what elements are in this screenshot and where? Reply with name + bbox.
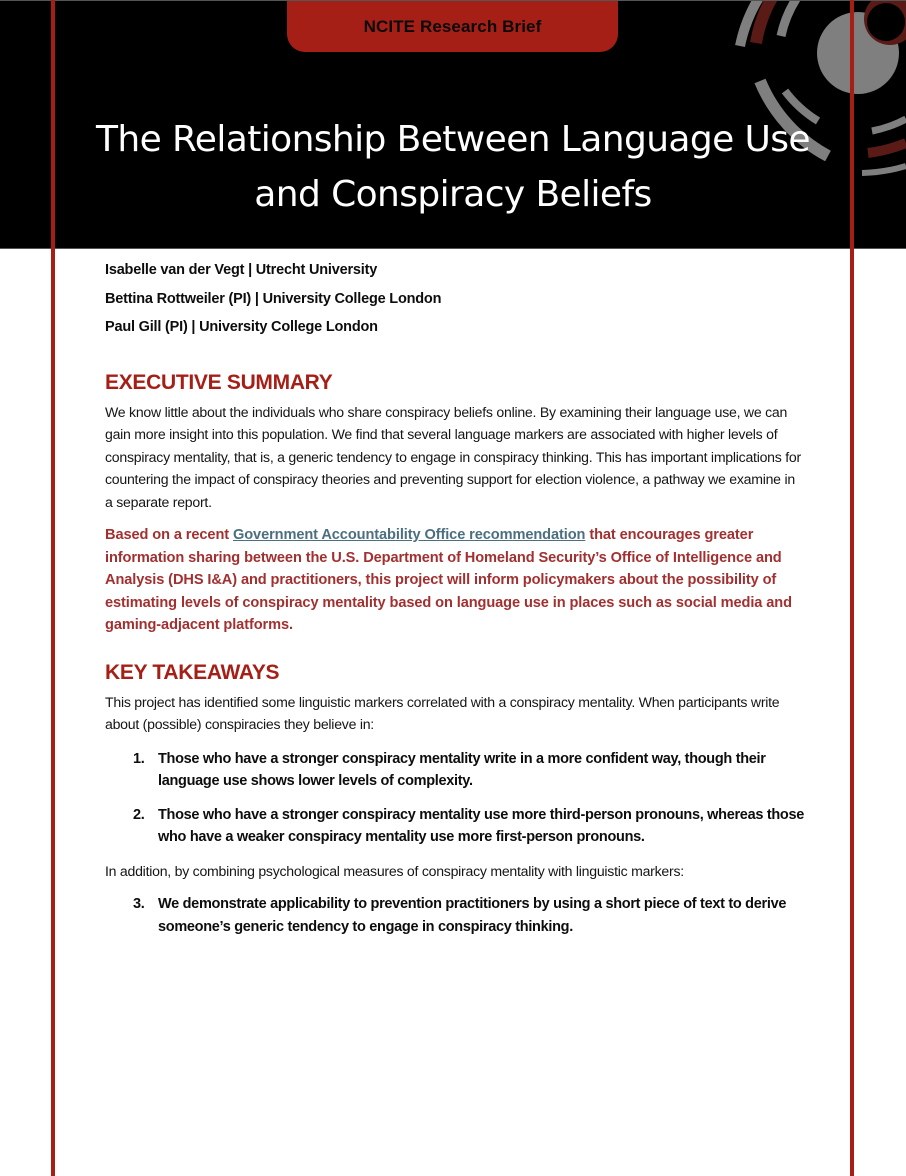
list-number: 2. [133,806,145,823]
key-takeaways-intro: This project has identified some linguistic markers correlated with a conspiracy mentality. When participants write about (possible) conspiracies they believe in: [105,693,780,733]
list-item-text: We demonstrate applicability to prevention practitioners by using a short piece of text to derive someone’s generic tendency to engage in conspiracy thinking. [158,896,787,935]
author-line: Isabelle van der Vegt | Utrecht University [105,262,378,278]
callout-text-before: Based on a recent [105,527,233,543]
list-item-text: Those who have a stronger conspiracy mentality write in a more confident way, though their language use shows lower levels of complexity. [158,750,766,790]
list-number: 1. [133,750,145,767]
addition-paragraph: In addition, by combining psychological measures of conspiracy mentality with linguistic markers: [105,862,684,879]
page-title-line-1: The Relationship Between Language Use [96,119,810,160]
page-title-line-2: and Conspiracy Beliefs [254,174,652,215]
header-banner [0,0,906,249]
research-brief-label: NCITE Research Brief [363,16,542,36]
right-red-rule [850,0,854,1176]
document-body [105,256,805,949]
takeaways-list-continued [105,893,805,938]
policy-callout [105,524,805,637]
author-line: Bettina Rottweiler (PI) | University College London [105,290,442,307]
gao-recommendation-link[interactable]: Government Accountability Office recommendation [232,527,586,543]
list-item [105,893,805,938]
left-red-rule [51,0,55,1176]
list-number: 3. [133,896,145,913]
executive-summary-heading: EXECUTIVE SUMMARY [105,370,333,394]
author-list [105,256,805,342]
page-title [90,112,816,222]
callout-text-after: that encourages greater information sharing between the U.S. Department of Homeland Security’s Office of Intelligence and Analysis (DHS I&A) and practitioners, this project will inform policymakers about the possibility of estimating levels of conspiracy mentality based on language use in places such as social media and gaming-adjacent platforms. [105,527,792,634]
list-item [105,804,805,849]
list-item [105,748,805,793]
key-takeaways-heading: KEY TAKEAWAYS [105,660,280,684]
list-item-text: Those who have a stronger conspiracy mentality use more third-person pronouns, whereas those who have a weaker conspiracy mentality use more first-person pronouns. [158,806,804,846]
executive-summary-paragraph: We know little about the individuals who share conspiracy beliefs online. By examining their language use, we can gain more insight into this population. We find that several language markers are associated with higher levels of conspiracy mentality, that is, a generic tendency to engage in conspiracy thinking. This has important implications for countering the impact of conspiracy theories and preventing support for election violence, a pathway we examine in a separate report. [105,403,801,510]
author-line: Paul Gill (PI) | University College London [105,319,378,335]
takeaways-list [105,748,805,849]
research-brief-tab [287,1,618,52]
